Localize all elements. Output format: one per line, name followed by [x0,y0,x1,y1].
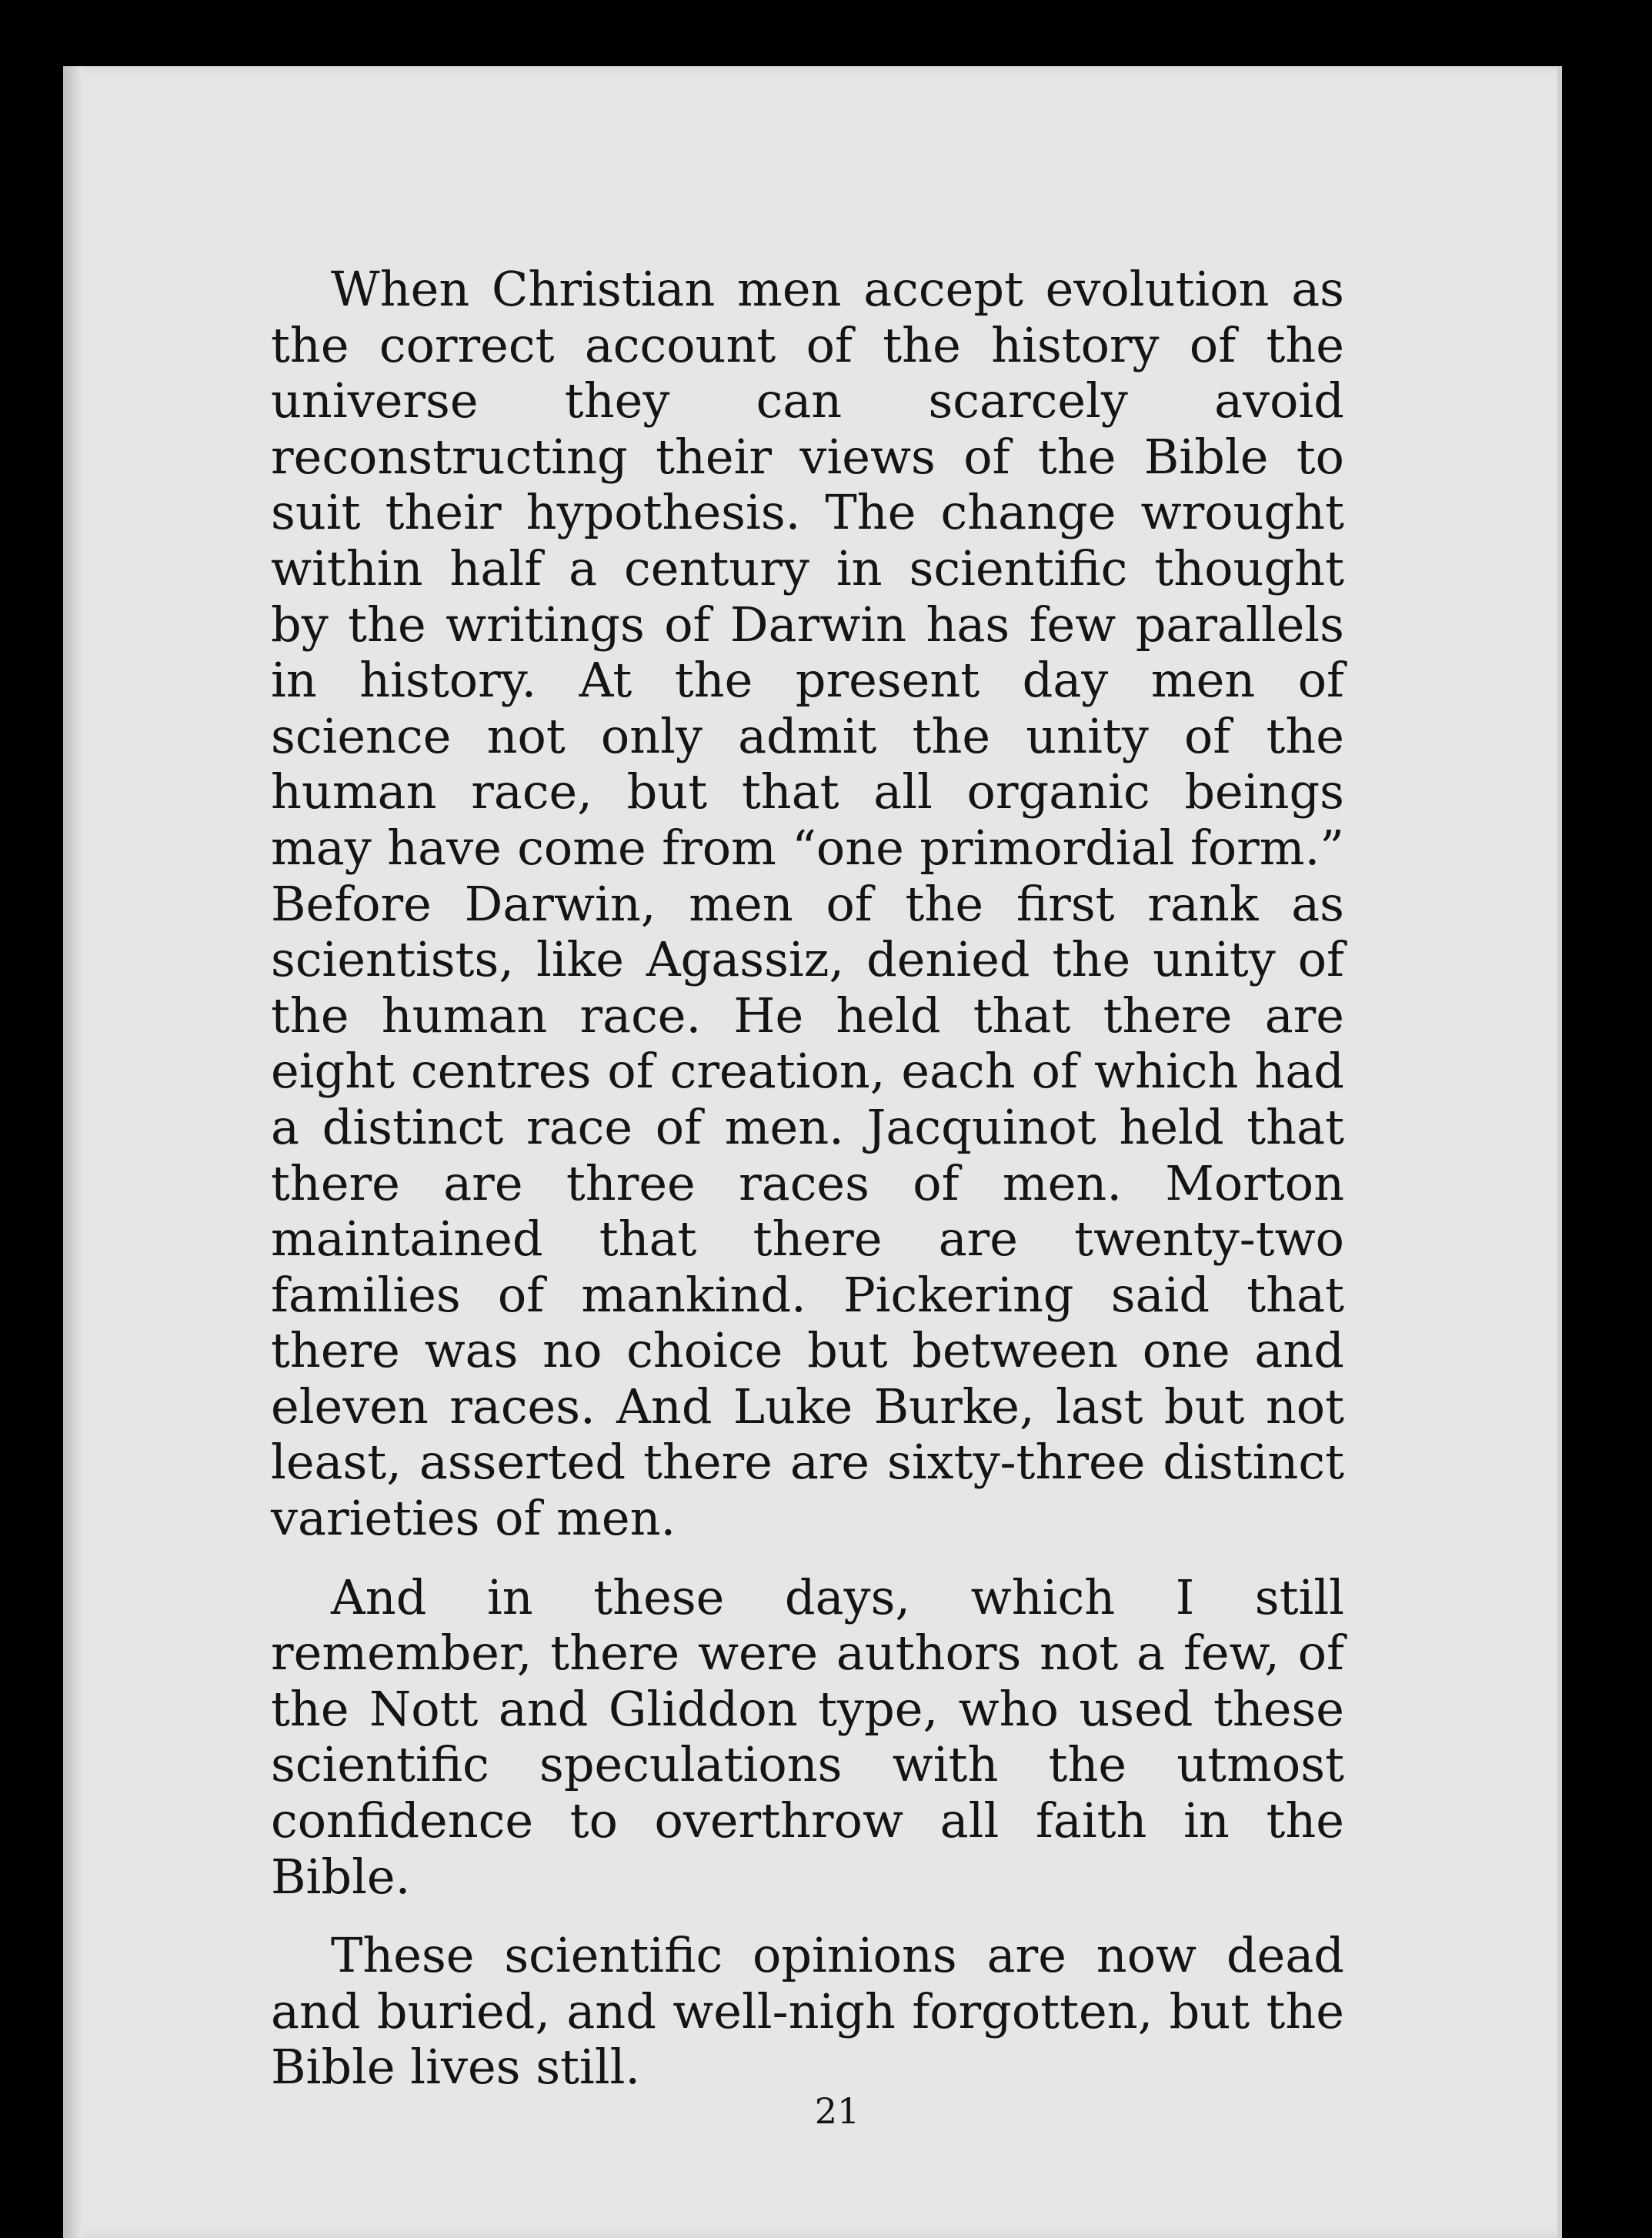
paragraph-3: These scientific opinions are now dead and buried, and well-nigh forgotten, but the Bible lives still. [271,1927,1344,2096]
body-text [271,262,1344,2119]
page-right-edge [1557,66,1562,2238]
paragraph-2: And in these days, which I still remember, there were authors not a few, of the Nott and Gliddon type, who used these scientific speculations with the utmost confidence to overthrow all faith in the Bible. [271,1568,1344,1905]
page-number: 21 [814,2090,860,2132]
paragraph-1: When Christian men accept evolution as the correct account of the history of the universe they can scarcely avoid reconstructing their views of the Bible to suit their hypothesis. The change wrought within half a century in scientific thought by the writings of Darwin has few parallels in history. At the present day men of science not only admit the unity of the human race, but that all organic beings may have come from “one primordial form.” Before Darwin, men of the first rank as scientists, like Agassiz, denied the unity of the human race. He held that there are eight centres of creation, each of which had a distinct race of men. Jacquinot held that there are three races of men. Morton maintained that there are twenty-two families of mankind. Pickering said that there was no choice but between one and eleven races. And Luke Burke, last but not least, asserted there are sixty-three distinct varieties of men. [271,261,1344,1547]
book-page [63,66,1562,2238]
page-gutter-shadow [63,66,83,2238]
